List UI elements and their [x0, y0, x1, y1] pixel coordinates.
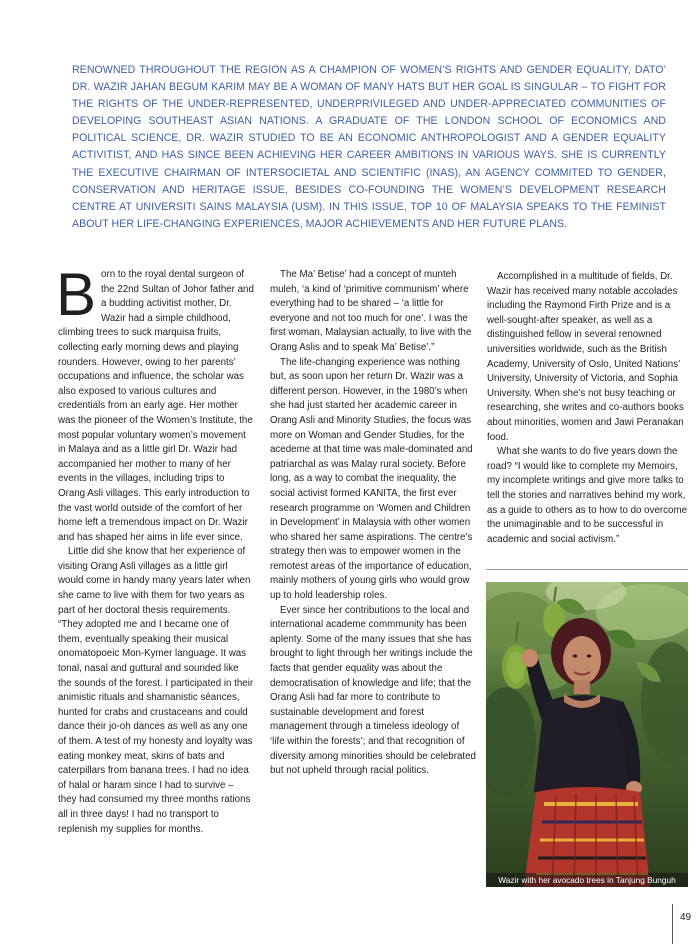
- page-number-divider: [672, 904, 673, 944]
- page-number: 49: [680, 912, 692, 923]
- article-column-3: [487, 270, 687, 547]
- column-2-paragraph-2: The life-changing experience was nothing but, as soon upon her return Dr. Wazir was a different person. However, in the 1980’s when she had just started her academic career in Orang Asli and Minority Studies, the focus was more on Woman and Gender Studies, for the acedeme at that time was male-dominated and patriarchal as was Malay rural society. Before long, as a way to combat the inequality, the social activist formed KANITA, the first ever research programme on ‘Women and Children in Development’ in Malaysia with other women who shared her same aspirations. The centre’s strategy then was to empower women in the remotest areas of the importance of education, mainly mothers of young girls who would grow up to hold leadership roles.: [270, 356, 473, 602]
- photo-illustration: [486, 582, 688, 887]
- column-1-paragraph-1: [56, 261, 254, 545]
- photo-caption: Wazir with her avocado trees in Tanjung Bunguh: [486, 873, 688, 887]
- drop-cap: B: [56, 261, 97, 328]
- column-3-paragraph-1: Accomplished in a multitude of fields, Dr. Wazir has received many notable accolades including the Raymond Firth Prize and is a well-sought-after speaker, as well as a distinguished fellow in several renowned universities worldwide, such as the British Academy, University of Oslo, United Nations’ University, University of Victoria, and Sophia University. When she’s not busy teaching or researching, she writes and co-authors books about minorities, women and Jawi Peranakan food.: [487, 271, 684, 443]
- column-3-paragraph-2: What she wants to do five years down the road? “I would like to complete my Memoirs, my incomplete writings and give more talks to tell the stories and narratives behind my work, as a guide to others as to how to do overcome the unimaginable and to be successful in academic and social activism.”: [487, 446, 687, 545]
- column-1-paragraph-2: Little did she know that her experience of visiting Orang Asli villages as a little girl would come in handy many years later when she came to live with them for two years as part of her doctoral thesis requirements. “They adopted me and I became one of them, eventually speaking their musical onomatopoeic Mon-Kymer language. It was tonal, nasal and guttural and sounded like the sounds of the forest. I participated in their animistic rituals and shamanistic séances, hunted for crabs and crustaceans and could dance their jo-oh dances as well as any one of them. A test of my honesty and loyalty was eating monkey meat, skins of bats and caterpillars from banana trees. I had no idea of halal or haram since I had to survive – they had consumed my three months rations all in three days! I had no transport to replenish my supplies for months.: [58, 546, 254, 835]
- column-1-paragraph-1-text: orn to the royal dental surgeon of the 22nd Sultan of Johor father and a budding activitist mother, Dr. Wazir had a simple childhood, climbing trees to suck marquisa fruits, collecting early morning dews and playing rounders. However, owing to her parents’ occupations and influence, the scholar was also exposed to various cultures and credentials from an early age. Her mother was the pioneer of the Women’s Institute, the most popular voluntary women’s movement in Malaya and as a little girl Dr. Wazir had accompanied her mother to many of her events in the villages, including trips to Orang Asli villages. This early introduction to the vast world outside of the comfort of her home left a tremendous impact on Dr. Wazir and has shaped her aims in life ever since.: [58, 269, 254, 543]
- intro-paragraph: RENOWNED THROUGHOUT THE REGION AS A CHAMPION OF WOMEN’S RIGHTS AND GENDER EQUALITY, DATO’ DR. WAZIR JAHAN BEGUM KARIM MAY BE A WOMAN OF MANY HATS BUT HER GOAL IS SINGULAR – TO FIGHT FOR THE RIGHTS OF THE UNDER-REPRESENTED, UNDERPRIVILEGED AND UNDER-APPRECIATED COMMUNITIES OF DEVELOPING SOUTHEAST ASIAN NATIONS. A GRADUATE OF THE LONDON SCHOOL OF ECONOMICS AND POLITICAL SCIENCE, DR. WAZIR STUDIED TO BE AN ECONOMIC ANTHROPOLOGIST AND A GENDER EQUALITY ACTIVITIST, AND HAS SINCE BEEN ACHIEVING HER CAREER AMBITIONS IN VARIOUS WAYS. SHE IS CURRENTLY THE EXECUTIVE CHAIRMAN OF INTERSOCIETAL AND SCIENTIFIC (INAS), AN AGENCY COMMITED TO GENDER, CONSERVATION AND HERITAGE ISSUE, BESIDES CO-FOUNDING THE WOMEN’S DEVELOPMENT RESEARCH CENTRE AT UNIVERSITI SAINS MALAYSIA (USM). IN THIS ISSUE, TOP 10 OF MALAYSIA SPEAKS TO THE FEMINIST ABOUT HER LIFE-CHANGING EXPERIENCES, MAJOR ACHIEVEMENTS AND HER FUTURE PLANS.: [72, 64, 666, 230]
- portrait-photo: [486, 582, 688, 887]
- column-2-paragraph-3: Ever since her contributions to the local and international academe commmunity has been aplenty. Some of the many issues that she has brought to light through her writings include the facts that gender equality was about the democratisation of knowledge and life; that the Orang Asli had far more to contribute to sustainable development and forest management through a timeless ideology of ‘life within the forests’; and that recognition of diversity among minorities should be celebrated but not upheld through racial politics.: [270, 604, 476, 777]
- article-column-2: [270, 268, 476, 779]
- article-column-1: [56, 261, 254, 837]
- column-divider-rule: [486, 569, 688, 570]
- column-2-paragraph-1: The Ma’ Betise’ had a concept of munteh muleh, ‘a kind of ‘primitive communism’ where everything had to be shared – ‘a little for everyone and not too much for one’. I was the first woman, Malaysian actually, to live with the Orang Aslis and to speak Ma’ Betise’.”: [270, 269, 472, 353]
